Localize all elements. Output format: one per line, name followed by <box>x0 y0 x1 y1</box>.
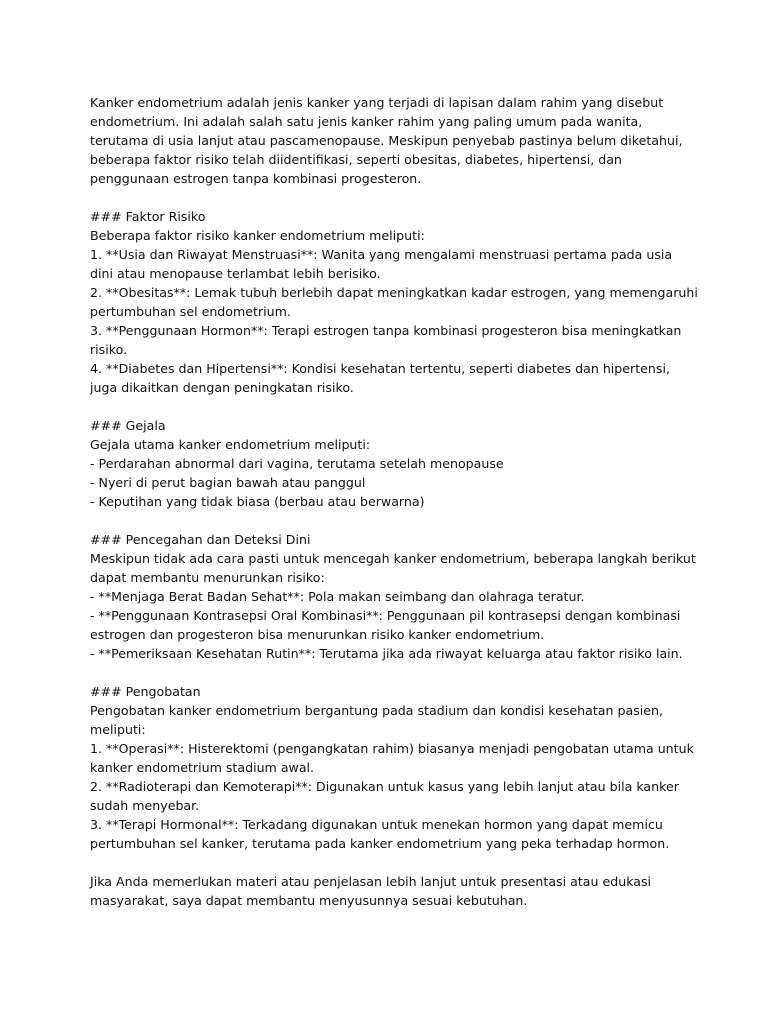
list-item: - **Penggunaan Kontrasepsi Oral Kombinasi**: Penggunaan pil kontrasepsi dengan kombinasi <box>90 608 681 623</box>
text-line: masyarakat, saya dapat membantu menyusunnya sesuai kebutuhan. <box>90 893 528 908</box>
text-line: Meskipun tidak ada cara pasti untuk mencegah kanker endometrium, beberapa langkah berikut <box>90 551 696 566</box>
text-line: pertumbuhan sel endometrium. <box>90 304 291 319</box>
closing-paragraph <box>90 872 690 910</box>
list-item: 1. **Usia dan Riwayat Menstruasi**: Wanita yang mengalami menstruasi pertama pada usia <box>90 247 673 262</box>
prevention-section <box>90 530 696 663</box>
text-line: penggunaan estrogen tanpa kombinasi progesteron. <box>90 171 422 186</box>
list-item: 4. **Diabetes dan Hipertensi**: Kondisi kesehatan tertentu, seperti diabetes dan hipertensi, <box>90 361 670 376</box>
risk-factors-section <box>90 207 698 397</box>
section-heading: ### Pencegahan dan Deteksi Dini <box>90 532 311 547</box>
list-item: - Perdarahan abnormal dari vagina, terutama setelah menopause <box>90 456 504 471</box>
list-item: - Nyeri di perut bagian bawah atau panggul <box>90 475 366 490</box>
intro-paragraph <box>90 93 690 188</box>
text-line: Beberapa faktor risiko kanker endometrium meliputi: <box>90 228 425 243</box>
text-line: estrogen dan progesteron bisa menurunkan risiko kanker endometrium. <box>90 627 545 642</box>
text-line: Jika Anda memerlukan materi atau penjelasan lebih lanjut untuk presentasi atau edukasi <box>90 874 652 889</box>
list-item: - **Pemeriksaan Kesehatan Rutin**: Terutama jika ada riwayat keluarga atau faktor risiko lain. <box>90 646 683 661</box>
document-body <box>90 93 698 910</box>
paragraph-spacer <box>90 853 690 872</box>
text-line: juga dikaitkan dengan peningkatan risiko. <box>90 380 354 395</box>
text-line: kanker endometrium stadium awal. <box>90 760 315 775</box>
text-line: Gejala utama kanker endometrium meliputi: <box>90 437 371 452</box>
list-item: - **Menjaga Berat Badan Sehat**: Pola makan seimbang dan olahraga teratur. <box>90 589 585 604</box>
list-item: 2. **Radioterapi dan Kemoterapi**: Digunakan untuk kasus yang lebih lanjut atau bila kanker <box>90 779 679 794</box>
symptoms-section <box>90 416 690 511</box>
paragraph-spacer <box>90 188 690 207</box>
text-line: risiko. <box>90 342 128 357</box>
text-line: dini atau menopause terlambat lebih berisiko. <box>90 266 381 281</box>
text-line: sudah menyebar. <box>90 798 200 813</box>
list-item: 2. **Obesitas**: Lemak tubuh berlebih dapat meningkatkan kadar estrogen, yang memengaruhi <box>90 285 698 300</box>
text-line: Pengobatan kanker endometrium bergantung pada stadium dan kondisi kesehatan pasien, <box>90 703 663 718</box>
paragraph-spacer <box>90 511 690 530</box>
list-item: 3. **Terapi Hormonal**: Terkadang digunakan untuk menekan hormon yang dapat memicu <box>90 817 663 832</box>
list-item: - Keputihan yang tidak biasa (berbau atau berwarna) <box>90 494 425 509</box>
paragraph-spacer <box>90 397 690 416</box>
list-item: 3. **Penggunaan Hormon**: Terapi estrogen tanpa kombinasi progesteron bisa meningkatkan <box>90 323 682 338</box>
section-heading: ### Gejala <box>90 418 166 433</box>
text-line: pertumbuhan sel kanker, terutama pada kanker endometrium yang peka terhadap hormon. <box>90 836 670 851</box>
text-line: terutama di usia lanjut atau pascamenopause. Meskipun penyebab pastinya belum diketahui, <box>90 133 683 148</box>
text-line: Kanker endometrium adalah jenis kanker yang terjadi di lapisan dalam rahim yang disebut <box>90 95 664 110</box>
text-line: meliputi: <box>90 722 146 737</box>
section-heading: ### Pengobatan <box>90 684 201 699</box>
list-item: 1. **Operasi**: Histerektomi (pengangkatan rahim) biasanya menjadi pengobatan utama untuk <box>90 741 694 756</box>
text-line: beberapa faktor risiko telah diidentifikasi, seperti obesitas, diabetes, hipertensi, dan <box>90 152 622 167</box>
treatment-section <box>90 682 694 853</box>
paragraph-spacer <box>90 663 690 682</box>
text-line: endometrium. Ini adalah salah satu jenis kanker rahim yang paling umum pada wanita, <box>90 114 643 129</box>
section-heading: ### Faktor Risiko <box>90 209 206 224</box>
text-line: dapat membantu menurunkan risiko: <box>90 570 325 585</box>
